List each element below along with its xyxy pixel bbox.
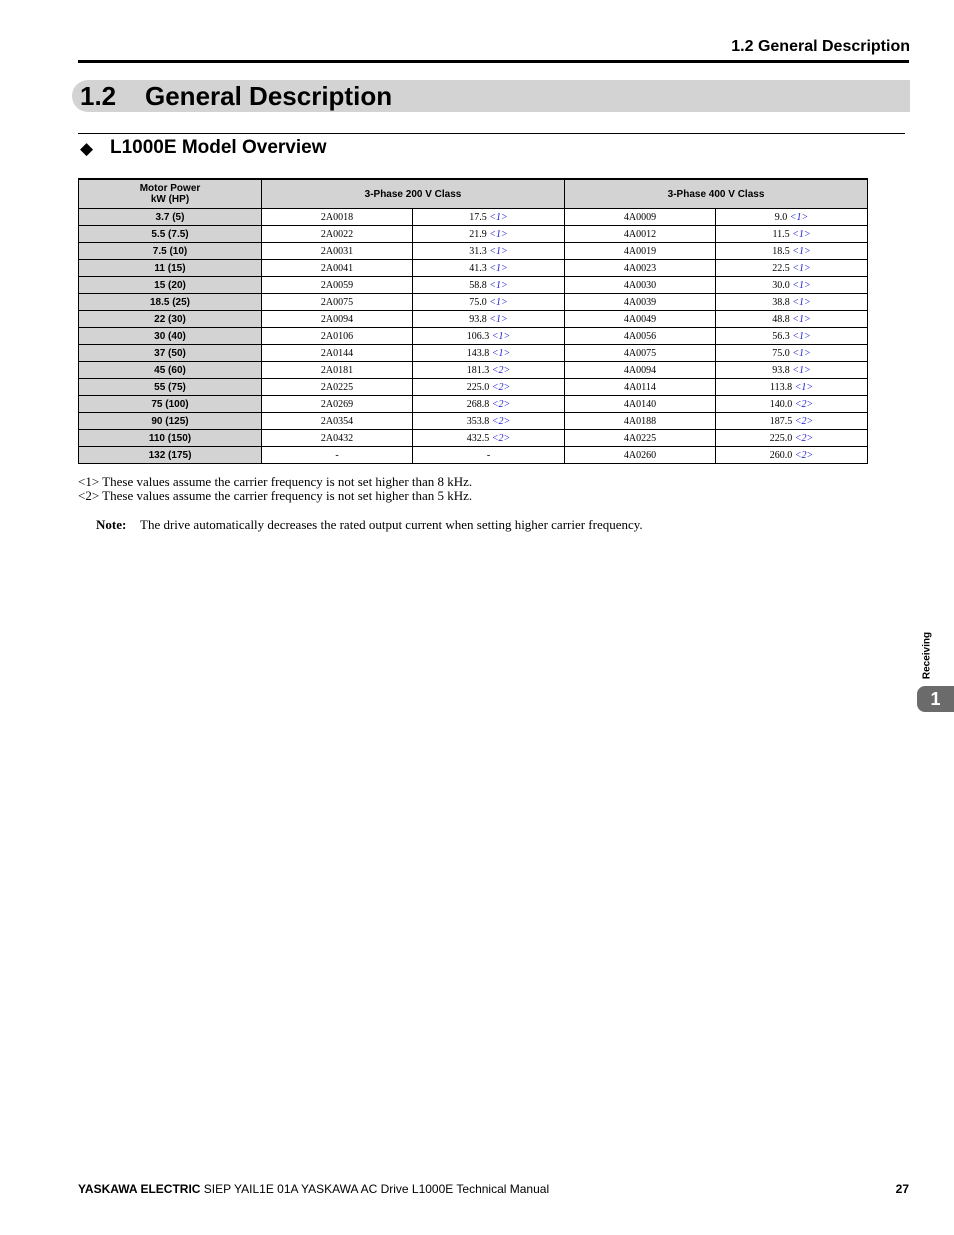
header-motor-power-line2: kW (HP) [150, 194, 190, 205]
footnote-ref-link[interactable]: <1> [792, 330, 811, 342]
chapter-tab: 1 [917, 686, 954, 712]
footnote-ref-link[interactable]: <1> [489, 228, 508, 240]
model-400v-cell: 4A0225 [565, 430, 716, 447]
amps-200v-value: 21.9 [469, 228, 490, 240]
model-400v-cell: 4A0030 [565, 277, 716, 294]
amps-400v-cell [716, 277, 868, 294]
motor-power-cell: 5.5 (7.5) [79, 226, 262, 243]
amps-200v-value: 106.3 [466, 330, 492, 342]
motor-power-cell: 30 (40) [79, 328, 262, 345]
model-200v-cell: 2A0022 [262, 226, 413, 243]
model-400v-cell: 4A0260 [565, 447, 716, 464]
amps-400v-cell [716, 413, 868, 430]
amps-400v-cell [716, 209, 868, 226]
footnote-ref-link[interactable]: <1> [792, 347, 811, 359]
amps-400v-value: 187.5 [769, 415, 795, 427]
amps-200v-cell [413, 243, 565, 260]
model-400v-cell: 4A0039 [565, 294, 716, 311]
model-200v-cell: - [262, 447, 413, 464]
footnote-1: <1> These values assume the carrier frequency is not set higher than 8 kHz. [78, 474, 473, 489]
table-row [79, 396, 868, 413]
amps-400v-value: 93.8 [772, 364, 793, 376]
amps-400v-value: 260.0 [769, 449, 795, 461]
table-row [79, 447, 868, 464]
model-200v-cell: 2A0094 [262, 311, 413, 328]
model-400v-cell: 4A0188 [565, 413, 716, 430]
model-overview-table [78, 178, 868, 464]
amps-200v-cell [413, 209, 565, 226]
footnote-ref-link[interactable]: <1> [489, 296, 508, 308]
motor-power-cell: 18.5 (25) [79, 294, 262, 311]
model-200v-cell: 2A0106 [262, 328, 413, 345]
model-400v-cell: 4A0019 [565, 243, 716, 260]
amps-400v-cell [716, 243, 868, 260]
table-row [79, 209, 868, 226]
amps-400v-cell [716, 328, 868, 345]
amps-200v-value: 31.3 [469, 245, 490, 257]
model-200v-cell: 2A0075 [262, 294, 413, 311]
table-row [79, 379, 868, 396]
footnote-ref-link[interactable]: <2> [491, 432, 511, 444]
motor-power-cell: 37 (50) [79, 345, 262, 362]
footnote-ref-link[interactable]: <1> [491, 347, 511, 359]
amps-200v-value: 17.5 [469, 211, 490, 223]
amps-200v-value: 432.5 [466, 432, 492, 444]
table-row [79, 328, 868, 345]
running-head: 1.2 General Description [731, 38, 910, 55]
footnote-ref-link[interactable]: <2> [794, 432, 814, 444]
motor-power-cell: 7.5 (10) [79, 243, 262, 260]
subsection-rule [78, 133, 905, 134]
amps-200v-cell [413, 379, 565, 396]
amps-400v-value: 75.0 [772, 347, 793, 359]
page-number: 27 [895, 1182, 909, 1196]
amps-400v-value: 48.8 [772, 313, 793, 325]
amps-400v-value: 9.0 [774, 211, 790, 223]
table-row [79, 260, 868, 277]
amps-200v-cell [413, 277, 565, 294]
model-200v-cell: 2A0041 [262, 260, 413, 277]
model-400v-cell: 4A0094 [565, 362, 716, 379]
footnote-ref-link[interactable]: <1> [792, 296, 811, 308]
motor-power-cell: 55 (75) [79, 379, 262, 396]
model-400v-cell: 4A0012 [565, 226, 716, 243]
model-200v-cell: 2A0059 [262, 277, 413, 294]
amps-200v-value: 41.3 [469, 262, 490, 274]
motor-power-cell: 75 (100) [79, 396, 262, 413]
model-400v-cell: 4A0140 [565, 396, 716, 413]
model-400v-cell: 4A0075 [565, 345, 716, 362]
motor-power-cell: 110 (150) [79, 430, 262, 447]
note-text: The drive automatically decreases the rated output current when setting higher carrier frequency. [140, 517, 643, 532]
footnote-ref-link[interactable]: <1> [792, 262, 811, 274]
table-body [79, 209, 868, 464]
amps-400v-value: 18.5 [772, 245, 793, 257]
amps-200v-cell [413, 396, 565, 413]
footer-manual-title: SIEP YAIL1E 01A YASKAWA AC Drive L1000E Technical Manual [200, 1182, 550, 1196]
footnote-ref-link[interactable]: <1> [489, 245, 508, 257]
amps-400v-cell [716, 260, 868, 277]
footer-brand: YASKAWA ELECTRIC [78, 1182, 201, 1196]
amps-200v-value: 225.0 [466, 381, 492, 393]
model-400v-cell: 4A0114 [565, 379, 716, 396]
amps-400v-cell [716, 362, 868, 379]
table-row [79, 413, 868, 430]
footnote-ref-link[interactable]: <1> [792, 364, 811, 376]
footnote-ref-link[interactable]: <1> [792, 228, 811, 240]
amps-400v-value: 22.5 [772, 262, 793, 274]
footer [78, 1182, 549, 1196]
amps-200v-cell [413, 362, 565, 379]
amps-400v-cell [716, 379, 868, 396]
table-row [79, 362, 868, 379]
header-200v-class: 3-Phase 200 V Class [262, 179, 565, 209]
amps-200v-cell [413, 226, 565, 243]
amps-400v-cell [716, 396, 868, 413]
diamond-bullet-icon: ◆ [80, 139, 94, 158]
motor-power-cell: 11 (15) [79, 260, 262, 277]
amps-200v-value: - [486, 449, 491, 461]
amps-200v-cell [413, 447, 565, 464]
footnote-ref-link[interactable]: <1> [489, 262, 508, 274]
amps-200v-cell [413, 260, 565, 277]
footnote-ref-link[interactable]: <2> [794, 398, 814, 410]
footnote-ref-link[interactable]: <2> [491, 415, 511, 427]
model-200v-cell: 2A0031 [262, 243, 413, 260]
amps-200v-value: 181.3 [466, 364, 492, 376]
amps-200v-value: 93.8 [469, 313, 490, 325]
model-400v-cell: 4A0049 [565, 311, 716, 328]
amps-400v-cell [716, 447, 868, 464]
motor-power-cell: 15 (20) [79, 277, 262, 294]
note [96, 517, 643, 533]
section-title: General Description [145, 81, 393, 111]
amps-400v-cell [716, 226, 868, 243]
footnotes [78, 475, 472, 503]
header-motor-power-line1: Motor Power [139, 183, 201, 194]
header-motor-power [79, 179, 262, 209]
amps-400v-value: 38.8 [772, 296, 793, 308]
amps-200v-cell [413, 294, 565, 311]
amps-400v-cell [716, 430, 868, 447]
model-200v-cell: 2A0018 [262, 209, 413, 226]
footnote-ref-link[interactable]: <1> [491, 330, 511, 342]
model-200v-cell: 2A0181 [262, 362, 413, 379]
model-200v-cell: 2A0225 [262, 379, 413, 396]
amps-200v-value: 353.8 [466, 415, 492, 427]
amps-200v-value: 143.8 [466, 347, 492, 359]
motor-power-cell: 3.7 (5) [79, 209, 262, 226]
amps-200v-cell [413, 311, 565, 328]
motor-power-cell: 90 (125) [79, 413, 262, 430]
model-400v-cell: 4A0009 [565, 209, 716, 226]
amps-200v-cell [413, 345, 565, 362]
table-row [79, 226, 868, 243]
amps-200v-value: 75.0 [469, 296, 490, 308]
footnote-ref-link[interactable]: <1> [792, 245, 811, 257]
footnote-ref-link[interactable]: <1> [792, 279, 811, 291]
footnote-ref-link[interactable]: <1> [789, 211, 809, 223]
amps-400v-cell [716, 294, 868, 311]
footnote-ref-link[interactable]: <1> [792, 313, 811, 325]
table-row [79, 430, 868, 447]
model-200v-cell: 2A0269 [262, 396, 413, 413]
model-200v-cell: 2A0432 [262, 430, 413, 447]
table-row [79, 345, 868, 362]
table-row [79, 277, 868, 294]
header-rule [78, 60, 909, 63]
table-row [79, 311, 868, 328]
amps-400v-value: 56.3 [772, 330, 793, 342]
note-label: Note: [96, 517, 127, 532]
header-400v-class: 3-Phase 400 V Class [565, 179, 868, 209]
amps-400v-value: 225.0 [769, 432, 795, 444]
model-400v-cell: 4A0023 [565, 260, 716, 277]
amps-200v-value: 58.8 [469, 279, 490, 291]
footnote-2: <2> These values assume the carrier frequency is not set higher than 5 kHz. [78, 488, 473, 503]
motor-power-cell: 45 (60) [79, 362, 262, 379]
amps-400v-cell [716, 311, 868, 328]
amps-400v-value: 140.0 [769, 398, 795, 410]
amps-200v-cell [413, 328, 565, 345]
footnote-ref-link[interactable]: <2> [794, 415, 814, 427]
table-row [79, 243, 868, 260]
footnote-ref-link[interactable]: <2> [491, 364, 511, 376]
amps-400v-value: 113.8 [769, 381, 795, 393]
motor-power-cell: 132 (175) [79, 447, 262, 464]
section-number: 1.2 [80, 81, 117, 111]
side-tab-label: Receiving [921, 631, 933, 680]
amps-200v-value: 268.8 [466, 398, 492, 410]
amps-400v-value: 11.5 [772, 228, 793, 240]
table-header-row [79, 179, 868, 209]
model-200v-cell: 2A0354 [262, 413, 413, 430]
amps-200v-cell [413, 413, 565, 430]
model-400v-cell: 4A0056 [565, 328, 716, 345]
amps-400v-cell [716, 345, 868, 362]
footnote-ref-link[interactable]: <1> [489, 211, 508, 223]
table-row [79, 294, 868, 311]
footnote-ref-link[interactable]: <2> [794, 449, 814, 461]
amps-200v-cell [413, 430, 565, 447]
footnote-ref-link[interactable]: <1> [489, 313, 508, 325]
footnote-ref-link[interactable]: <2> [491, 398, 511, 410]
model-200v-cell: 2A0144 [262, 345, 413, 362]
amps-400v-value: 30.0 [772, 279, 793, 291]
motor-power-cell: 22 (30) [79, 311, 262, 328]
footnote-ref-link[interactable]: <1> [489, 279, 508, 291]
footnote-ref-link[interactable]: <2> [491, 381, 511, 393]
footnote-ref-link[interactable]: <1> [794, 381, 814, 393]
subsection-title: L1000E Model Overview [110, 137, 327, 158]
